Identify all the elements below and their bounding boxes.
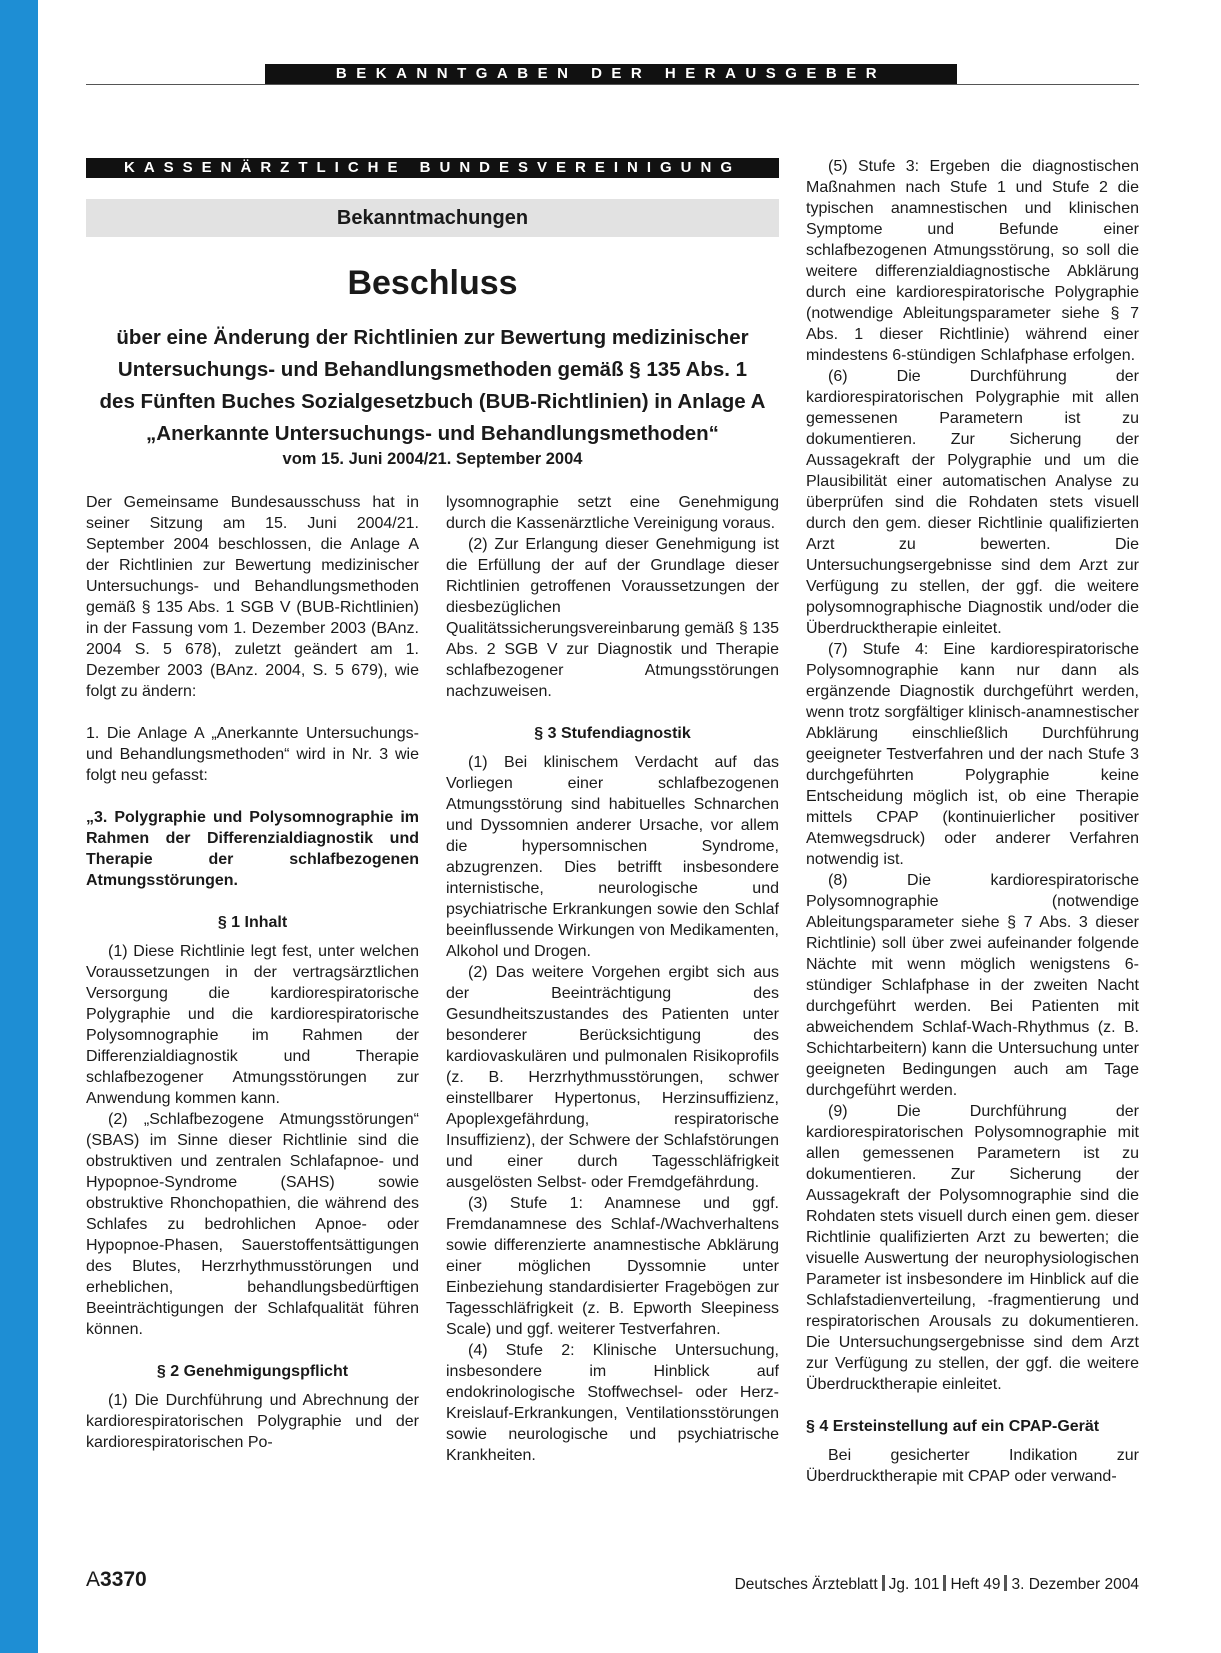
subtitle-line: „Anerkannte Untersuchungs- und Behandlungsmethoden“: [146, 422, 719, 445]
category-heading: Bekanntmachungen: [86, 199, 779, 237]
paragraph: lysomnographie setzt eine Genehmigung durch die Kassenärztliche Vereinigung voraus.: [446, 494, 779, 532]
page-number-value: 3370: [100, 1568, 147, 1591]
journal-issue: Heft 49: [950, 1576, 1001, 1593]
column-1: [86, 492, 419, 1453]
journal-volume: Jg. 101: [888, 1576, 940, 1593]
column-2: [446, 492, 779, 1466]
paragraph: (4) Stufe 2: Klinische Untersuchung, insbesondere im Hinblick auf endokrinologische Stoffwechsel- oder Herz-Kreislauf-Erkrankungen, Ventilationsstörungen sowie neurologische und psychiatrische Krankheiten.: [446, 1342, 779, 1464]
page-prefix: A: [86, 1568, 101, 1591]
separator: [882, 1575, 885, 1591]
paragraph: (9) Die Durchführung der kardiorespiratorischen Polysomnographie mit allen gemessenen Parametern ist zu dokumentieren. Zur Sicherung der Aussagekraft der Polysomnographie sind die Rohdaten stets visuell durch einen gem. dieser Richtlinie qualifizierten Arzt zu bewerten; die visuelle Auswertung der neurophysiologischen Parameter ist insbesondere im Hinblick auf die Schlafstadienverteilung, -fragmentierung und respiratorischen Arousals zu dokumentieren. Die Untersuchungsergebnisse sind dem Arzt zur Verfügung zu stellen, der ggf. die weitere Überdrucktherapie einleitet.: [806, 1103, 1139, 1393]
header-rule: [86, 84, 1139, 85]
page-title: Beschluss: [347, 264, 518, 302]
section-3-heading: § 3 Stufendiagnostik: [534, 725, 691, 742]
paragraph: (1) Bei klinischem Verdacht auf das Vorliegen einer schlafbezogenen Atmungsstörung sind habituelles Schnarchen und Dyssomnien anderer Ursache, vor allem die hypersomnischen Syndrome, abzugrenzen. Dies betrifft insbesondere internistische, neurologische und psychiatrische Erkrankungen sowie den Schlaf beeinflussende Wirkungen von Medikamenten, Alkohol und Drogen.: [446, 754, 779, 960]
paragraph: (1) Diese Richtlinie legt fest, unter welchen Voraussetzungen in der vertragsärztlichen Versorgung die kardiorespiratorische Polygraphie und die kardiorespiratorische Polysomnographie im Rahmen der Differenzialdiagnostik und Therapie schlafbezogener Atmungsstörungen zur Anwendung kommen kann.: [86, 943, 419, 1107]
journal-info: [735, 1575, 1139, 1594]
section-1-heading: § 1 Inhalt: [217, 914, 288, 931]
subtitle: [86, 322, 779, 450]
subtitle-line: über eine Änderung der Richtlinien zur Bewertung medizinischer: [116, 326, 749, 349]
section-banner: BEKANNTGABEN DER HERAUSGEBER: [265, 64, 957, 84]
paragraph: (6) Die Durchführung der kardiorespiratorischen Polygraphie mit allen gemessenen Parametern ist zu dokumentieren. Zur Sicherung der Aussagekraft der Polygraphie und um die Plausibilität einer automatischen Analyse zu überprüfen sind die Rohdaten stets visuell durch den gem. dieser Richtlinie qualifizierten Arzt zu bewerten. Die Untersuchungsergebnisse sind dem Arzt zur Verfügung zu stellen, der ggf. die weitere polysomnographische Diagnostik und/oder die Überdrucktherapie einleitet.: [806, 368, 1139, 637]
journal-date: 3. Dezember 2004: [1011, 1576, 1139, 1593]
org-banner: KASSENÄRZTLICHE BUNDESVEREINIGUNG: [86, 158, 779, 178]
paragraph: (7) Stufe 4: Eine kardiorespiratorische Polysomnographie kann nur dann als ergänzende Diagnostik durchgeführt werden, wenn trotz sorgfältiger klinisch-anamnestischer Abklärung einschließlich Durchführung geeigneter Testverfahren und der nach Stufe 3 durchgeführten Polygraphie keine Entscheidung möglich ist, ob eine Therapie mittels CPAP (kontinuierlicher positiver Atemwegsdruck) oder anderer Verfahren notwendig ist.: [806, 641, 1139, 868]
subtitle-line: Untersuchungs- und Behandlungsmethoden gemäß § 135 Abs. 1: [117, 358, 748, 381]
paragraph: (2) „Schlafbezogene Atmungsstörungen“ (SBAS) im Sinne dieser Richtlinie sind die obstruktiven und zentralen Schlafapnoe- und Hypopnoe-Syndrome (SAHS) sowie obstruktive Rhonchopathien, die während des Schlafes zu bedrohlichen Apnoe- oder Hypopnoe-Phasen, Sauerstoffentsättigungen des Blutes, Herzrhythmusstörungen und erheblichen, behandlungsbedürftigen Beeinträchtigungen der Schlafqualität führen können.: [86, 1111, 419, 1338]
journal-name: Deutsches Ärzteblatt: [734, 1576, 878, 1593]
paragraph: (1) Die Durchführung und Abrechnung der kardiorespiratorischen Polygraphie und der kardiorespiratorischen Po-: [86, 1392, 419, 1451]
section-2-heading: § 2 Genehmigungspflicht: [156, 1363, 349, 1380]
paragraph: (5) Stufe 3: Ergeben die diagnostischen Maßnahmen nach Stufe 1 und Stufe 2 die typischen anamnestischen und klinischen Symptome und Befunde einer schlafbezogenen Atmungsstörung, so soll die weitere differenzialdiagnostische Abklärung durch eine kardiorespiratorische Polygraphie (notwendige Ableitungsparameter siehe § 7 Abs. 1 dieser Richtlinie) während einer mindestens 6-stündigen Schlafphase erfolgen.: [806, 158, 1139, 364]
section-title: „3. Polygraphie und Polysomnographie im Rahmen der Differenzialdiagnostik und Therapie der schlafbezogenen Atmungsstörungen.: [86, 809, 419, 889]
paragraph: (8) Die kardiorespiratorische Polysomnographie (notwendige Ableitungsparameter siehe § 7 Abs. 3 dieser Richtlinie) soll über zwei aufeinander folgende Nächte mit wenn möglich wenigstens 6-stündiger Schlafphase in der zweiten Nacht durchgeführt werden. Bei Patienten mit abweichendem Schlaf-Wach-Rhythmus (z. B. Schichtarbeitern) kann die Untersuchung unter geeigneten Bedingungen auch am Tage durchgeführt werden.: [806, 872, 1139, 1099]
intro-paragraph: Der Gemeinsame Bundesausschuss hat in seiner Sitzung am 15. Juni 2004/21. September 2004 beschlossen, die Anlage A der Richtlinien zur Bewertung medizinischer Untersuchungs- und Behandlungsmethoden gemäß § 135 Abs. 1 SGB V (BUB-Richtlinien) in der Fassung vom 1. Dezember 2003 (BAnz. 2004 S. 5 678), zuletzt geändert am 1. Dezember 2003 (BAnz. 2004, S. 5 679), wie folgt zu ändern:: [86, 494, 419, 700]
separator: [1004, 1575, 1007, 1591]
page-number: [86, 1568, 147, 1592]
paragraph: Bei gesicherter Indikation zur Überdrucktherapie mit CPAP oder verwand-: [806, 1447, 1139, 1485]
paragraph: (3) Stufe 1: Anamnese und ggf. Fremdanamnese des Schlaf-/Wachverhaltens sowie differenzierte anamnestische Abklärung einer möglichen Dyssomnie unter Einbeziehung standardisierter Fragebögen zur Tagesschläfrigkeit (z. B. Epworth Sleepiness Scale) und ggf. weiterer Testverfahren.: [446, 1195, 779, 1338]
separator: [943, 1575, 946, 1591]
paragraph: (2) Das weitere Vorgehen ergibt sich aus der Beeinträchtigung des Gesundheitszustandes des Patienten unter besonderer Berücksichtigung des kardiovaskulären und pulmonalen Risikoprofils (z. B. Herzrhythmusstörungen, schwer einstellbarer Hypertonus, Herzinsuffizienz, Apoplexgefährdung, respiratorische Insuffizienz), der Schwere der Schlafstörungen und einer durch Tagesschläfrigkeit ausgelösten Selbst- oder Fremdgefährdung.: [446, 964, 779, 1191]
subtitle-line: des Fünften Buches Sozialgesetzbuch (BUB-Richtlinien) in Anlage A: [99, 390, 766, 413]
left-accent-bar: [0, 0, 38, 1653]
decision-date: vom 15. Juni 2004/21. September 2004: [282, 450, 583, 468]
column-3: [806, 156, 1139, 1487]
item-1-paragraph: 1. Die Anlage A „Anerkannte Untersuchungs- und Behandlungsmethoden“ wird in Nr. 3 wie folgt neu gefasst:: [86, 725, 419, 784]
paragraph: (2) Zur Erlangung dieser Genehmigung ist die Erfüllung der auf der Grundlage dieser Richtlinien getroffenen Voraussetzungen der diesbezüglichen Qualitätssicherungsvereinbarung gemäß § 135 Abs. 2 SGB V zur Diagnostik und Therapie schlafbezogener Atmungsstörungen nachzuweisen.: [446, 536, 779, 700]
section-4-heading: § 4 Ersteinstellung auf ein CPAP-Gerät: [806, 1418, 1100, 1435]
